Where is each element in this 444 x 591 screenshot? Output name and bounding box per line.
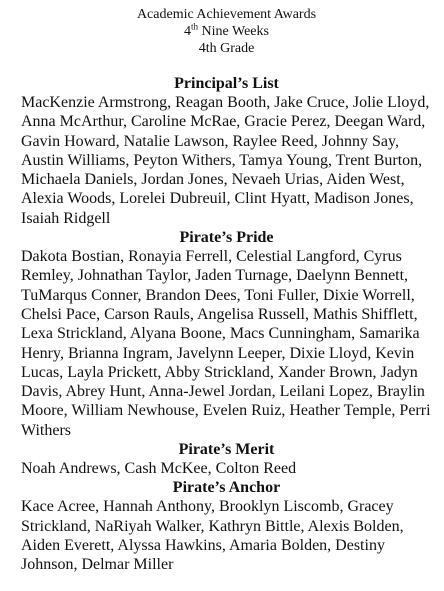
document-header bbox=[21, 6, 432, 57]
honoree-names: MacKenzie Armstrong, Reagan Booth, Jake Cruce, Jolie Lloyd, Anna McArthur, Caroline McRae, Gracie Perez, Deegan Ward, Gavin Howard, Natalie Lawson, Raylee Reed, Johnny Say, Austin Williams, Peyton Withers, Tamya Young, Trent Burton, Michaela Daniels, Jordan Jones, Nevaeh Urias, Aiden West, Alexia Woods, Lorelei Dubreuil, Clint Hyatt, Madison Jones, Isaiah Ridgell bbox=[21, 94, 430, 227]
honoree-names: Noah Andrews, Cash McKee, Colton Reed bbox=[21, 460, 297, 478]
period-label: Nine Weeks bbox=[198, 24, 269, 39]
section-title: Pirate’s Anchor bbox=[172, 479, 281, 497]
grade-level: 4th Grade bbox=[198, 41, 255, 56]
section-pirates-anchor bbox=[21, 478, 432, 574]
honoree-names: Dakota Bostian, Ronayia Ferrell, Celestial Langford, Cyrus Remley, Johnathan Taylor, Jaden Turnage, Daelynn Bennett, TuMarqus Conner, Brandon Dees, Toni Fuller, Dixie Worrell, Chelsi Pace, Carson Rauls, Angelisa Russell, Mathis Shifflett, Lexa Strickland, Alyana Boone, Macs Cunningham, Samarika Henry, Brianna Ingram, Javelynn Leeper, Dixie Lloyd, Kevin Lucas, Layla Prickett, Abby Strickland, Xander Brown, Jadyn Davis, Abrey Hunt, Anna-Jewel Jordan, Leilani Lopez, Braylin Moore, William Newhouse, Evelen Ruiz, Heather Temple, Perri Withers bbox=[21, 248, 431, 439]
section-title: Principal’s List bbox=[174, 75, 279, 92]
section-principals-list bbox=[21, 74, 432, 228]
section-pirates-pride bbox=[21, 228, 432, 440]
section-pirates-merit bbox=[21, 440, 432, 478]
period-number: 4 bbox=[184, 24, 192, 39]
section-title: Pirate’s Pride bbox=[179, 229, 274, 247]
honoree-names: Kace Acree, Hannah Anthony, Brooklyn Liscomb, Gracey Strickland, NaRiyah Walker, Kathryn Bittle, Alexis Bolden, Aiden Everett, Alyssa Hawkins, Amaria Bolden, Destiny Johnson, Delmar Miller bbox=[21, 498, 404, 574]
period-suffix: th bbox=[191, 21, 199, 32]
section-title: Pirate’s Merit bbox=[178, 441, 275, 459]
document-title: Academic Achievement Awards bbox=[136, 7, 317, 22]
grading-period bbox=[21, 23, 432, 40]
